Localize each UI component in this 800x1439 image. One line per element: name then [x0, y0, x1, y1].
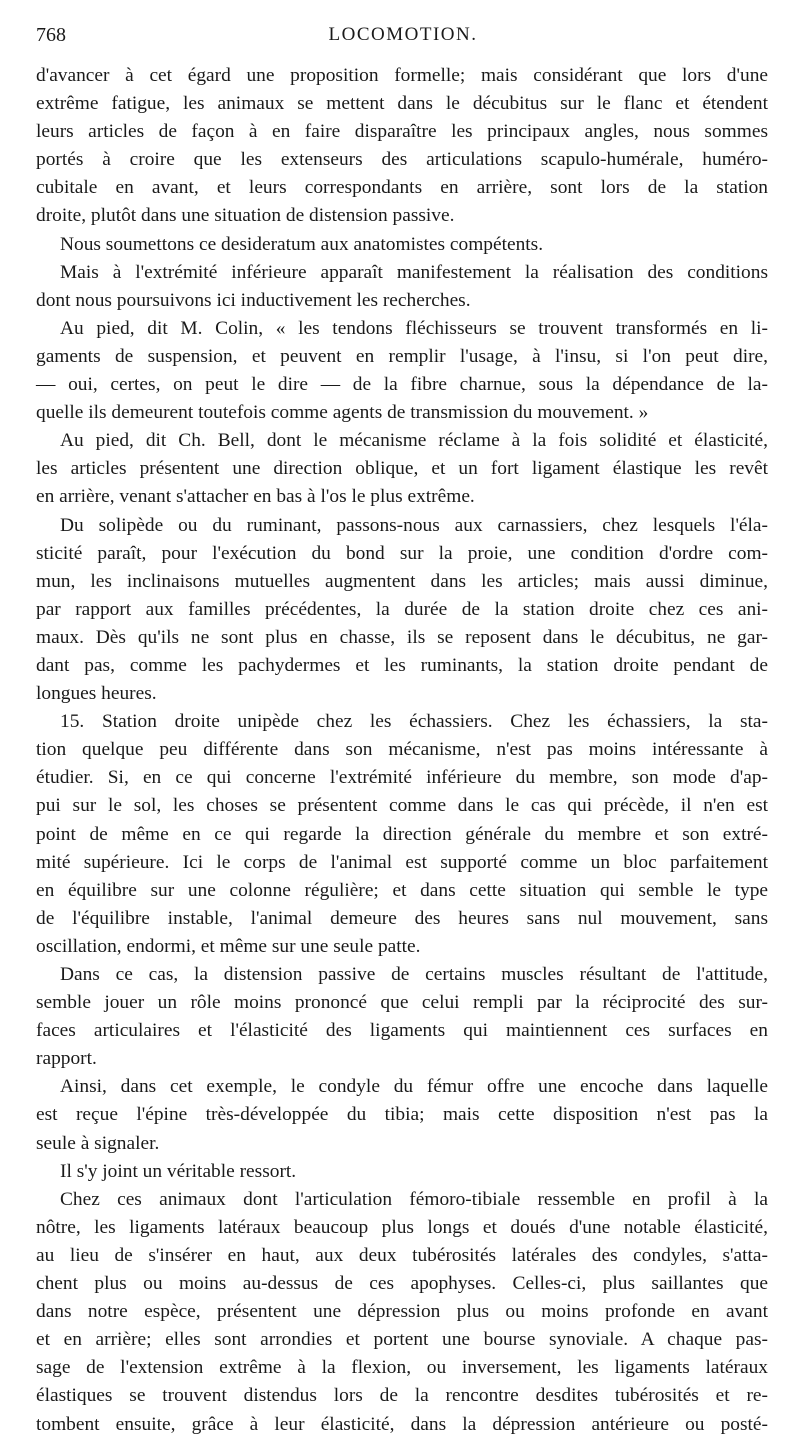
- text-line: tombent ensuite, grâce à leur élasticité, dans la dépression antérieure ou posté-: [36, 1413, 768, 1435]
- text-line: les articles présentent une direction oblique, et un fort ligament élastique les revêt: [36, 458, 768, 480]
- text-line: dant pas, comme les pachydermes et les ruminants, la station droite pendant de: [36, 654, 768, 676]
- text-line: Nous soumettons ce desideratum aux anatomistes compétents.: [60, 233, 544, 255]
- text-line: dans notre espèce, présentent une dépression plus ou moins profonde en avant: [36, 1301, 768, 1323]
- text-line: longues heures.: [36, 683, 157, 705]
- text-line: Au pied, dit Ch. Bell, dont le mécanisme réclame à la fois solidité et élasticité,: [60, 430, 768, 452]
- text-line: nôtre, les ligaments latéraux beaucoup plus longs et doués d'une notable élasticité,: [36, 1216, 768, 1238]
- text-line: étudier. Si, en ce qui concerne l'extrémité inférieure du membre, son mode d'ap-: [36, 767, 768, 789]
- text-line: d'avancer à cet égard une proposition formelle; mais considérant que lors d'une: [36, 65, 768, 86]
- text-line: portés à croire que les extenseurs des articulations scapulo-humérale, huméro-: [36, 149, 768, 171]
- text-line: gaments de suspension, et peuvent en remplir l'usage, à l'insu, si l'on peut dire,: [36, 345, 768, 367]
- text-line: en équilibre sur une colonne régulière; et dans cette situation qui semble le type: [36, 879, 768, 901]
- text-line: mité supérieure. Ici le corps de l'animal est supporté comme un bloc parfaitement: [36, 851, 768, 873]
- text-line: Du solipède ou du ruminant, passons-nous aux carnassiers, chez lesquels l'éla-: [60, 514, 768, 536]
- text-line: Ainsi, dans cet exemple, le condyle du fémur offre une encoche dans laquelle: [60, 1076, 768, 1098]
- text-line: Au pied, dit M. Colin, « les tendons fléchisseurs se trouvent transformés en li-: [60, 317, 768, 339]
- text-line: cubitale en avant, et leurs correspondants en arrière, sont lors de la station: [36, 177, 768, 199]
- text-line: point de même en ce qui regarde la direction générale du membre et son extré-: [36, 823, 768, 845]
- page-number: 768: [36, 24, 66, 46]
- text-line: Mais à l'extrémité inférieure apparaît manifestement la réalisation des conditions: [60, 261, 768, 283]
- text-line: sticité paraît, pour l'exécution du bond sur la proie, une condition d'ordre com-: [36, 542, 768, 564]
- text-line: leurs articles de façon à en faire disparaître les principaux angles, nous sommes: [36, 121, 768, 143]
- text-line: droite, plutôt dans une situation de distension passive.: [36, 205, 455, 227]
- running-title: LOCOMOTION.: [328, 24, 478, 45]
- text-line: rapport.: [36, 1048, 97, 1070]
- body-text: [36, 62, 768, 1439]
- text-line: extrême fatigue, les animaux se mettent dans le décubitus sur le flanc et étendent: [36, 93, 768, 115]
- text-line: faces articulaires et l'élasticité des ligaments qui maintiennent ces surfaces en: [36, 1020, 768, 1042]
- text-line: élastiques se trouvent distendus lors de la rencontre desdites tubérosités et re-: [36, 1385, 768, 1407]
- text-line: semble jouer un rôle moins prononcé que celui rempli par la réciprocité des sur-: [36, 992, 768, 1014]
- text-line: oscillation, endormi, et même sur une seule patte.: [36, 935, 421, 957]
- text-line: seule à signaler.: [36, 1132, 160, 1154]
- text-line: au lieu de s'insérer en haut, aux deux tubérosités latérales des condyles, s'atta-: [36, 1244, 768, 1266]
- text-line: et en arrière; elles sont arrondies et portent une bourse synoviale. A chaque pas-: [36, 1329, 768, 1351]
- text-line: de l'équilibre instable, l'animal demeure des heures sans nul mouvement, sans: [36, 907, 768, 929]
- text-line: 15. Station droite unipède chez les échassiers. Chez les échassiers, la sta-: [60, 711, 768, 733]
- text-line: par rapport aux familles précédentes, la durée de la station droite chez ces ani-: [36, 598, 768, 620]
- text-line: sage de l'extension extrême à la flexion, ou inversement, les ligaments latéraux: [36, 1357, 768, 1379]
- text-line: mun, les inclinaisons mutuelles augmentent dans les articles; mais aussi diminue,: [36, 570, 768, 592]
- text-line: pui sur le sol, les choses se présentent comme dans le cas qui précède, il n'en est: [36, 795, 768, 817]
- text-line: — oui, certes, on peut le dire — de la fibre charnue, sous la dépendance de la-: [36, 374, 768, 396]
- text-line: Dans ce cas, la distension passive de certains muscles résultant de l'attitude,: [60, 964, 768, 985]
- text-line: Il s'y joint un véritable ressort.: [60, 1160, 297, 1182]
- text-line: maux. Dès qu'ils ne sont plus en chasse, ils se reposent dans le décubitus, ne gar-: [36, 626, 768, 648]
- text-line: est reçue l'épine très-développée du tibia; mais cette disposition n'est pas la: [36, 1104, 768, 1126]
- running-header: [36, 24, 770, 54]
- text-line: Chez ces animaux dont l'articulation fémoro-tibiale ressemble en profil à la: [60, 1188, 768, 1210]
- text-line: en arrière, venant s'attacher en bas à l'os le plus extrême.: [36, 486, 475, 508]
- text-line: dont nous poursuivons ici inductivement les recherches.: [36, 289, 471, 311]
- text-line: quelle ils demeurent toutefois comme agents de transmission du mouvement. »: [36, 402, 649, 424]
- text-line: tion quelque peu différente dans son mécanisme, n'est pas moins intéressante à: [36, 739, 768, 761]
- text-line: chent plus ou moins au-dessus de ces apophyses. Celles-ci, plus saillantes que: [36, 1273, 768, 1295]
